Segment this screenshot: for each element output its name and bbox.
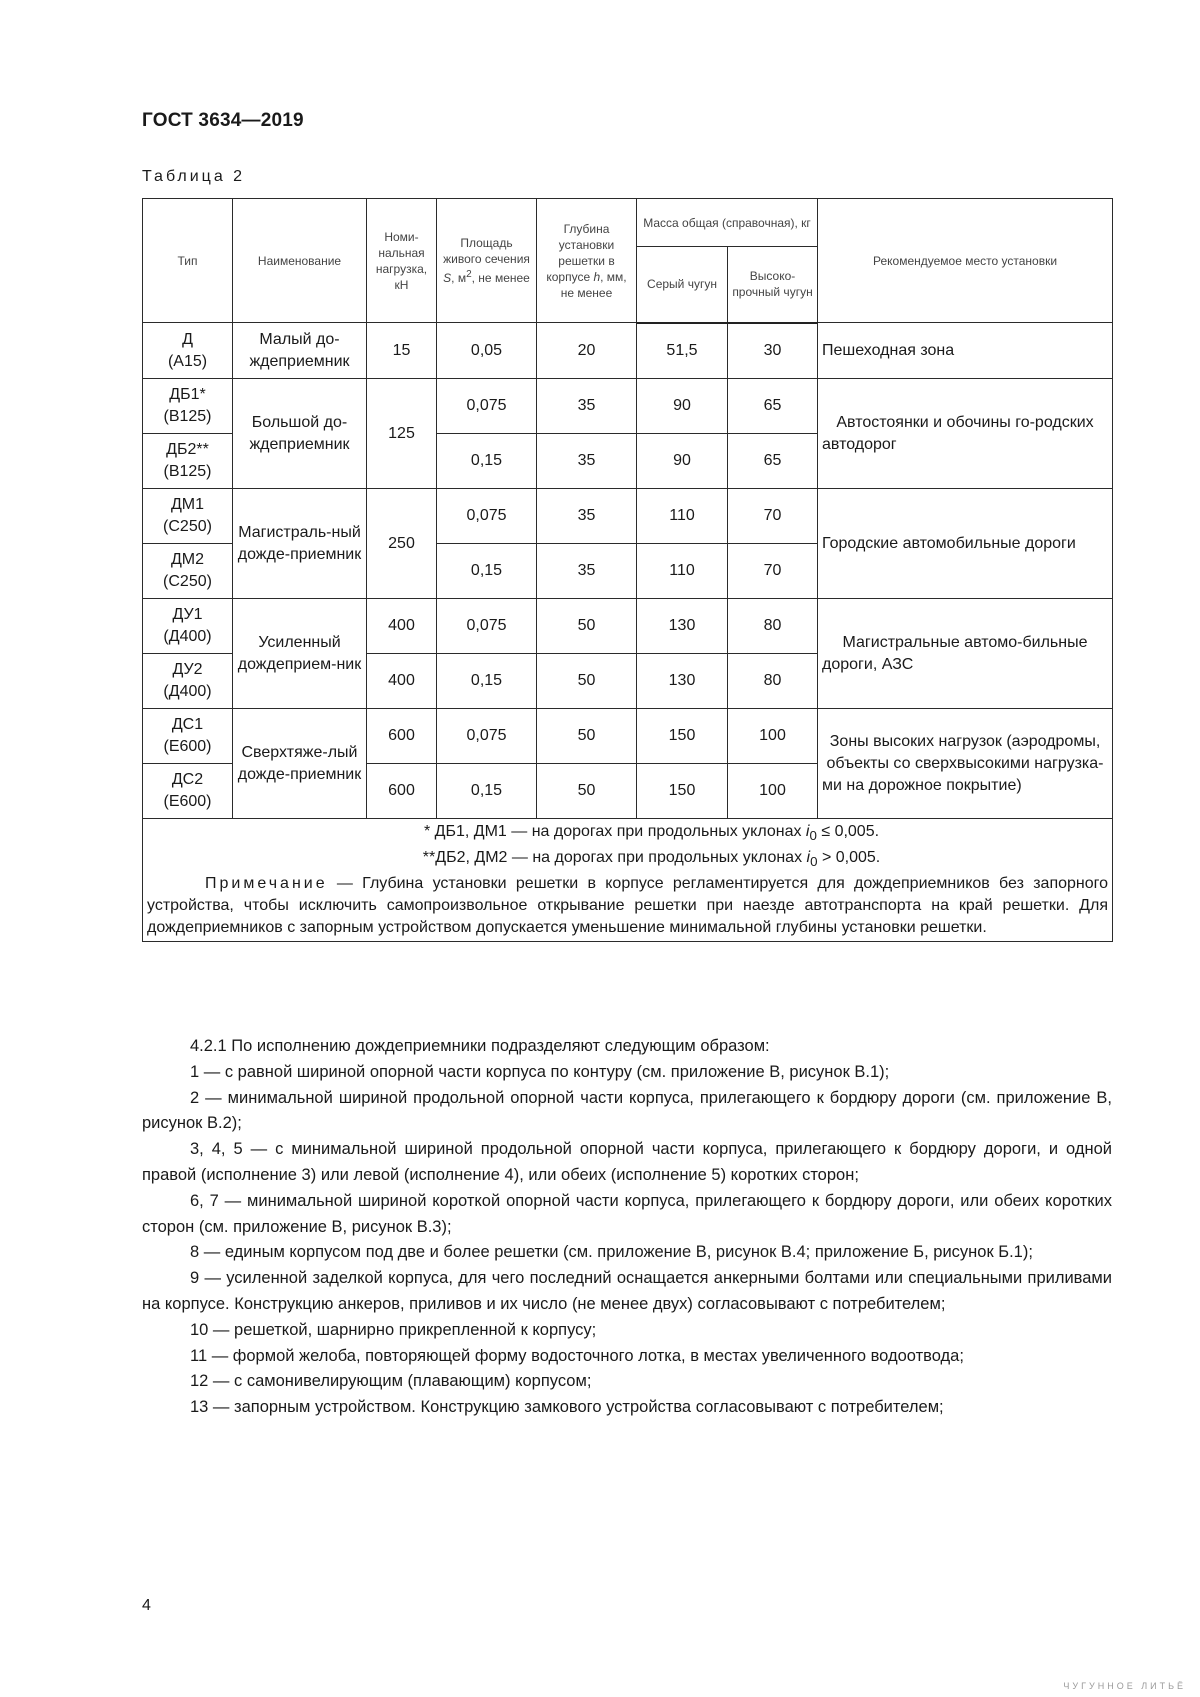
body-text [142,1034,1112,1421]
cell-name: Малый до-ждеприемник [233,323,367,379]
table-footnotes [143,819,1113,942]
cell-area: 0,15 [437,544,537,599]
cell-load: 600 [367,709,437,764]
table-note [147,873,1108,939]
header-name: Наименование [233,199,367,323]
table-body [143,323,1113,942]
paragraph: 11 — формой желоба, повторяющей форму водосточного лотка, в местах увеличенного водоотвода; [190,1346,964,1365]
cell-mass-gray: 130 [637,654,728,709]
cell-type: ДБ1* (В125) [143,379,233,434]
cell-mass-high-strength: 80 [728,654,818,709]
document-header: ГОСТ 3634—2019 [142,110,304,131]
cell-mass-high-strength: 100 [728,709,818,764]
table-footnotes-row [143,819,1113,942]
cell-place: Городские автомобильные дороги [818,489,1113,599]
cell-mass-gray: 90 [637,379,728,434]
paragraph: 4.2.1 По исполнению дождеприемники подразделяют следующим образом: [190,1037,770,1055]
cell-mass-high-strength: 80 [728,599,818,654]
cell-depth: 50 [537,764,637,819]
cell-load: 600 [367,764,437,819]
cell-mass-gray: 150 [637,709,728,764]
footnote-2: **ДБ2, ДМ2 — на дорогах при продольных уклонах $i_0 > 0,005$. [422,849,881,870]
cell-place: Зоны высоких нагрузок (аэродромы, объекты со сверхвысокими нагрузка-ми на дорожное покрытие) [818,709,1113,819]
header-place: Рекомендуемое место установки [818,199,1113,323]
cell-place: Магистральные автомо-бильные дороги, АЗС [818,599,1113,709]
cell-type: ДУ2 (Д400) [143,654,233,709]
cell-place: Автостоянки и обочины го-родских автодорог [818,379,1113,489]
cell-load: 400 [367,654,437,709]
cell-load: 400 [367,599,437,654]
note-text: — Глубина установки решетки в корпусе регламентируется для дождеприемников без запорного устройства, чтобы исключить самопроизвольное открывание решетки при наезде автотранспорта на край решетки. Для дождеприемников с запорным устройством допускается уменьшение минимальной глубины установки решетки. [147,875,1109,937]
cell-mass-gray: 51,5 [637,323,728,379]
table-row [143,489,1113,544]
cell-mass-high-strength: 100 [728,764,818,819]
cell-area: 0,15 [437,764,537,819]
cell-area: 0,15 [437,434,537,489]
cell-mass-high-strength: 65 [728,434,818,489]
header-area: Площадь живого сечения S, $м^2$, не менее [437,199,537,323]
table-head [143,199,1113,323]
page-number: 4 [142,1597,151,1614]
cell-mass-gray: 150 [637,764,728,819]
header-type: Тип [143,199,233,323]
cell-area: 0,075 [437,489,537,544]
cell-type: Д (А15) [143,323,233,379]
cell-area: 0,05 [437,323,537,379]
cell-mass-gray: 110 [637,489,728,544]
cell-load: 125 [367,379,437,489]
table-row [143,323,1113,379]
cell-mass-gray: 90 [637,434,728,489]
cell-mass-high-strength: 70 [728,544,818,599]
cell-depth: 50 [537,709,637,764]
specification-table [142,198,1113,942]
cell-mass-gray: 110 [637,544,728,599]
cell-mass-high-strength: 65 [728,379,818,434]
header-load: Номи-нальная нагрузка, кН [367,199,437,323]
paragraph: 10 — решеткой, шарнирно прикрепленной к корпусу; [190,1320,597,1339]
cell-area: 0,15 [437,654,537,709]
header-mass-high-strength: Высоко-прочный чугун [728,247,818,323]
paragraph: 8 — единым корпусом под две и более решетки (см. приложение В, рисунок В.4; приложение Б, рисунок Б.1); [190,1243,1033,1262]
cell-depth: 35 [537,489,637,544]
watermark: ЧУГУННОЕ ЛИТЬЁ [1063,1681,1186,1691]
paragraph: 9 — усиленной заделкой корпуса, для чего последний оснащается анкерными болтами или специальными приливами на корпусе. Конструкцию анкеров, приливов и их число (не менее двух) согласовывают с потребителем; [142,1269,1112,1313]
footnote-1: * ДБ1, ДМ1 — на дорогах при продольных уклонах $i_0 \le 0,005$. [423,823,880,844]
cell-load: 15 [367,323,437,379]
header-mass-gray: Серый чугун [637,247,728,323]
cell-type: ДС1 (Е600) [143,709,233,764]
cell-type: ДМ1 (С250) [143,489,233,544]
cell-type: ДУ1 (Д400) [143,599,233,654]
cell-depth: 35 [537,379,637,434]
cell-depth: 35 [537,544,637,599]
paragraph: 1 — с равной шириной опорной части корпуса по контуру (см. приложение В, рисунок В.1); [190,1062,890,1081]
paragraph: 3, 4, 5 — с минимальной шириной продольной опорной части корпуса, прилегающего к бордюру дороги, и одной правой (исполнение 3) или левой (исполнение 4), или обеих (исполнение 5) коротких сторон; [142,1140,1112,1184]
paragraph: 2 — минимальной шириной продольной опорной части корпуса, прилегающего к бордюру дороги (см. приложение В, рисунок В.2); [142,1088,1112,1133]
cell-depth: 50 [537,599,637,654]
paragraph: 6, 7 — минимальной шириной короткой опорной части корпуса, прилегающего к бордюру дороги, или обеих коротких сторон (см. приложение В, рисунок В.3); [142,1191,1112,1236]
cell-area: 0,075 [437,379,537,434]
cell-name: Большой до-ждеприемник [233,379,367,489]
cell-area: 0,075 [437,709,537,764]
note-label: Примечание [205,875,328,893]
cell-mass-gray: 130 [637,599,728,654]
paragraph: 12 — с самонивелирующим (плавающим) корпусом; [190,1372,592,1391]
table-row [143,379,1113,434]
cell-name: Сверхтяже-лый дожде-приемник [233,709,367,819]
header-mass: Масса общая (справочная), кг [637,199,818,247]
cell-depth: 50 [537,654,637,709]
cell-mass-high-strength: 30 [728,323,818,379]
cell-area: 0,075 [437,599,537,654]
header-depth: Глубина установки решетки в корпусе h, мм, не менее [537,199,637,323]
table-row [143,709,1113,764]
table-row [143,599,1113,654]
cell-name: Магистраль-ный дожде-приемник [233,489,367,599]
cell-type: ДС2 (Е600) [143,764,233,819]
cell-load: 250 [367,489,437,599]
cell-depth: 35 [537,434,637,489]
table-caption: Таблица 2 [142,168,246,185]
cell-name: Усиленный дождеприем-ник [233,599,367,709]
paragraph: 13 — запорным устройством. Конструкцию замкового устройства согласовывают с потребителем; [190,1398,944,1417]
cell-mass-high-strength: 70 [728,489,818,544]
cell-depth: 20 [537,323,637,379]
cell-type: ДМ2 (С250) [143,544,233,599]
cell-type: ДБ2** (В125) [143,434,233,489]
cell-place: Пешеходная зона [818,323,1113,379]
